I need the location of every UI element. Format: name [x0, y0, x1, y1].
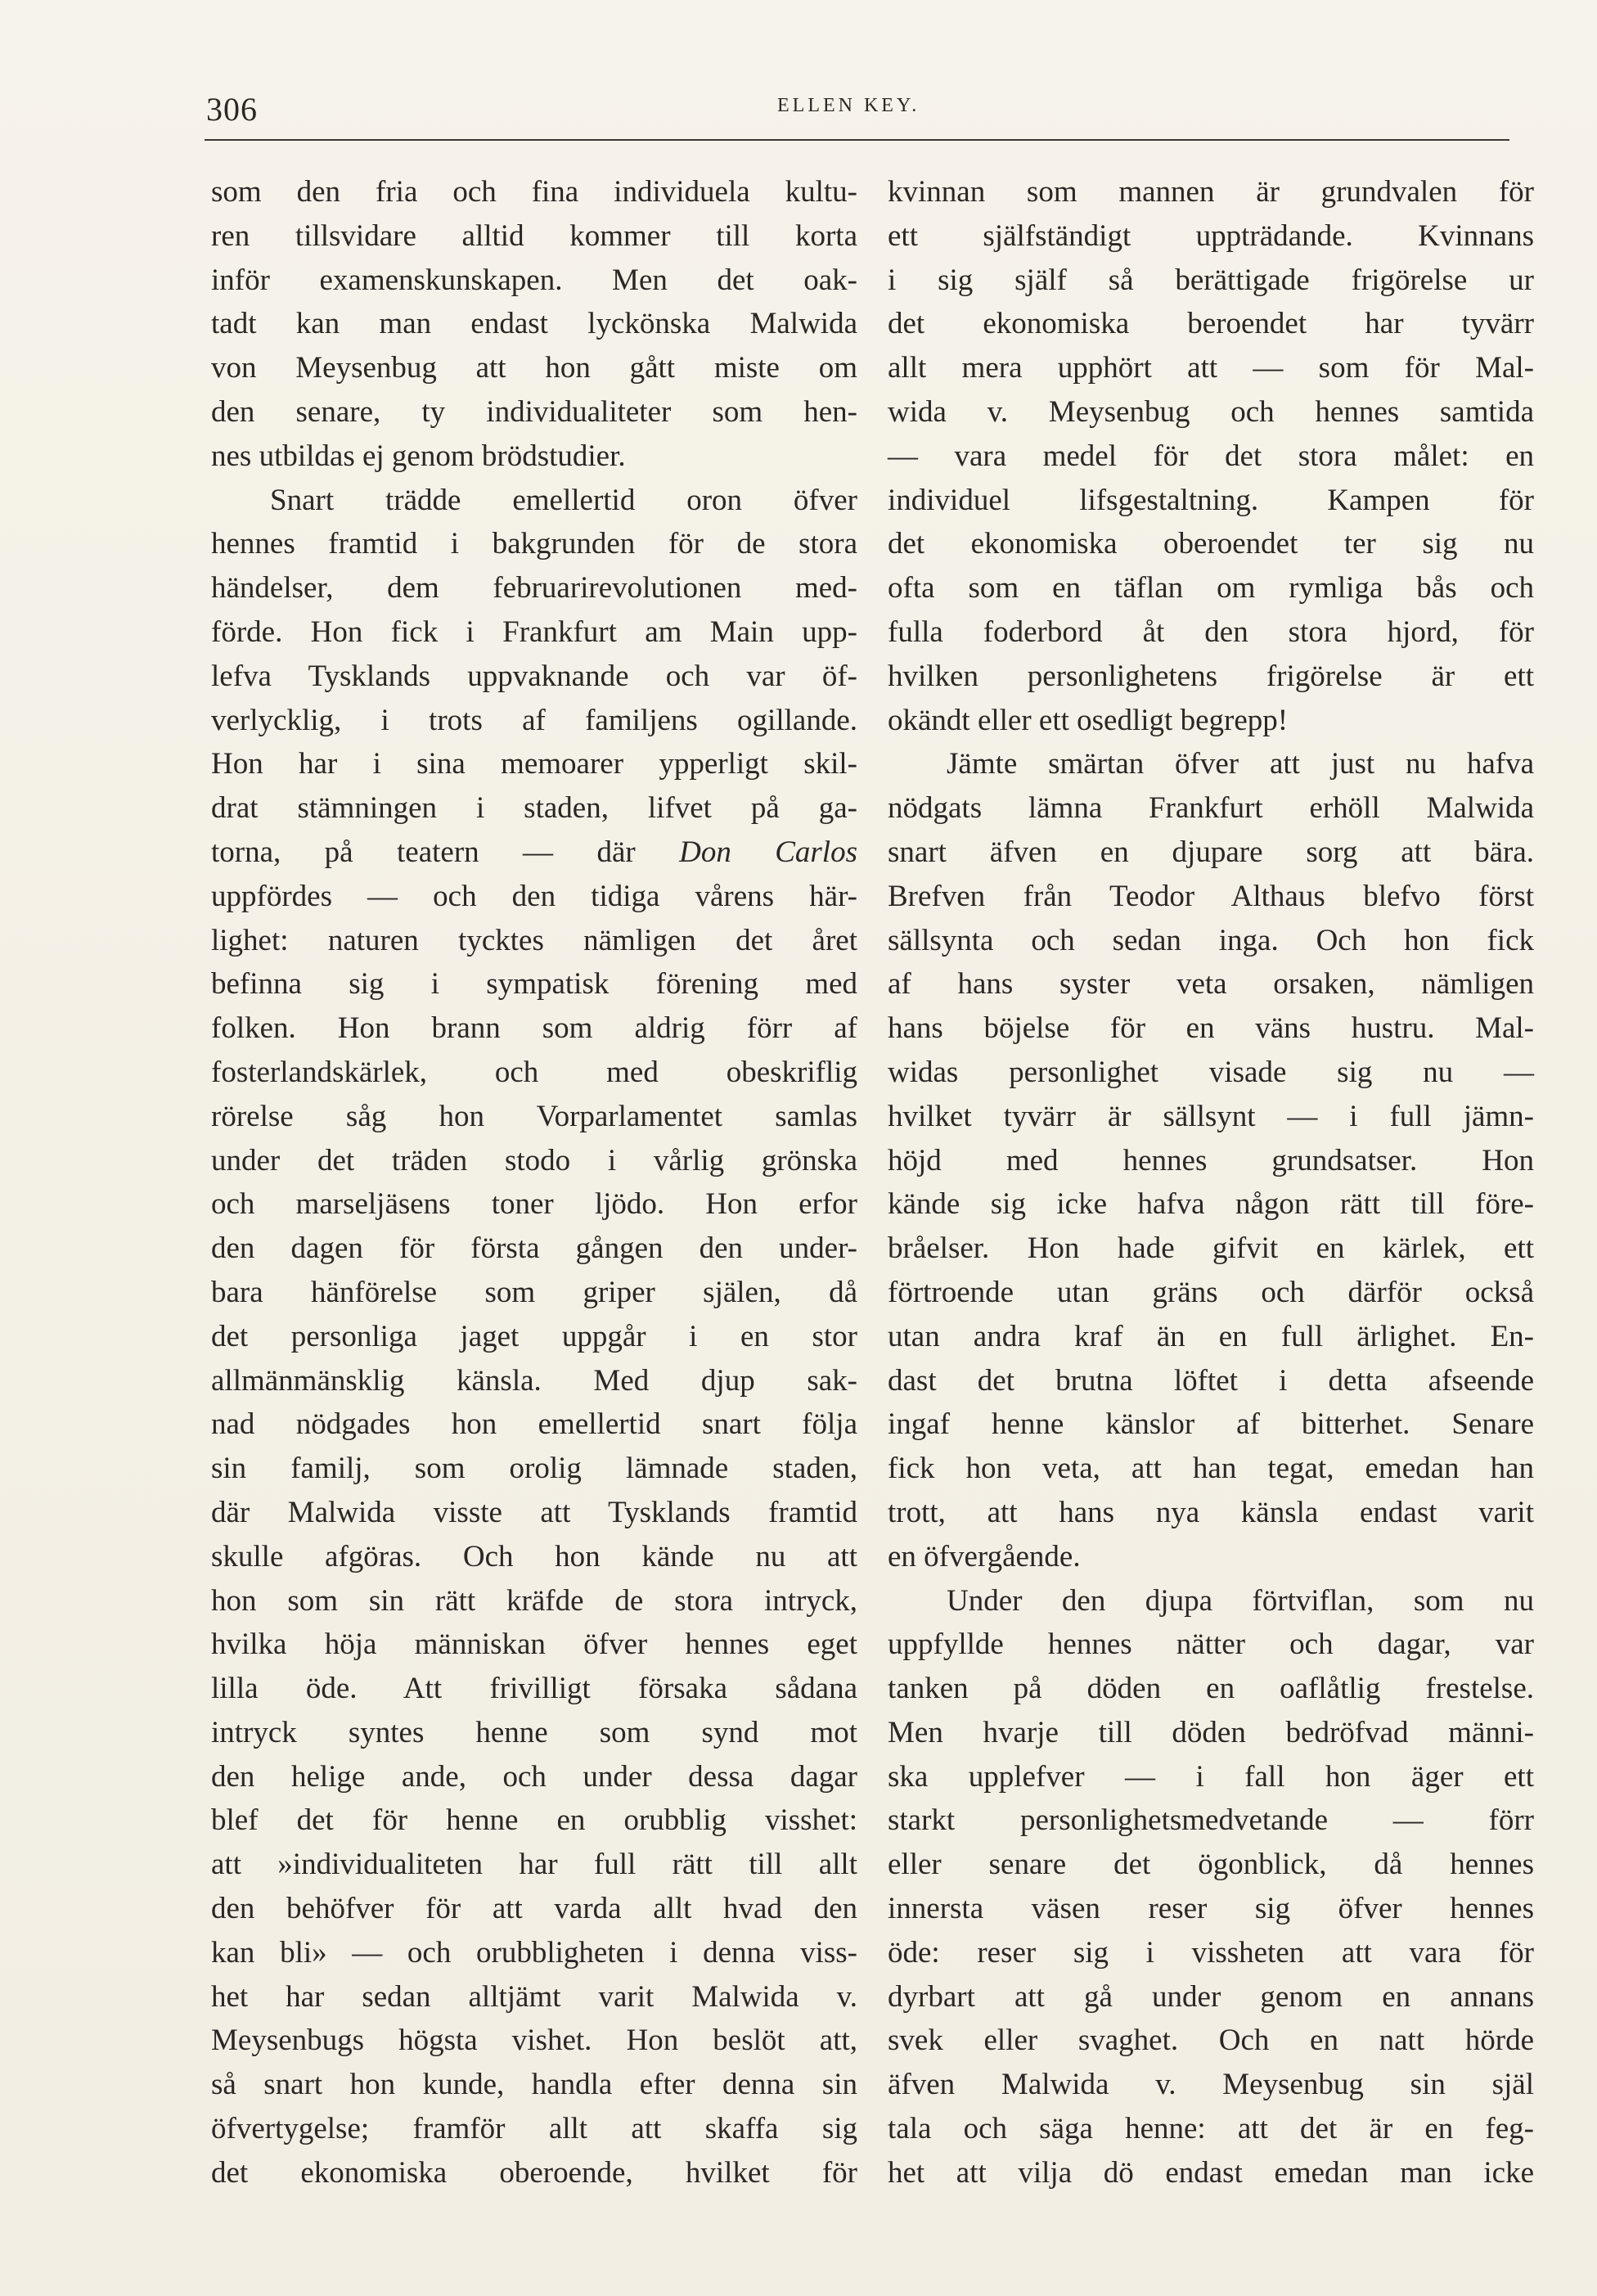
text-line: allt mera upphört att — som för Mal- — [888, 351, 1534, 385]
text-line: händelser, dem februarirevolutionen med- — [211, 571, 857, 606]
text-line: Snart trädde emellertid oron öfver — [270, 483, 857, 517]
text-line: individuel lifsgestaltning. Kampen för — [888, 483, 1534, 517]
italic-title: Don Carlos — [679, 835, 857, 869]
text-line: öde: reser sig i vissheten att vara för — [888, 1935, 1534, 1970]
text-line: okändt eller ett osedligt begrepp! — [888, 703, 1289, 737]
text-line: dyrbart att gå under genom en annans — [888, 1979, 1534, 2014]
running-head: ELLEN KEY. — [777, 95, 920, 116]
header-rule — [205, 139, 1509, 141]
text-line: lighet: naturen tycktes nämligen det året — [211, 923, 857, 957]
text-line: nad nödgades hon emellertid snart följa — [211, 1407, 857, 1442]
text-line: hvilken personlighetens frigörelse är ett — [888, 659, 1534, 693]
text-line: höjd med hennes grundsatser. Hon — [888, 1143, 1534, 1177]
text-line — [211, 831, 857, 875]
text-line: widas personlighet visade sig nu — — [888, 1055, 1534, 1089]
text-line: som den fria och fina individuela kultu- — [211, 175, 857, 209]
text-line: kände sig icke hafva någon rätt till före- — [888, 1187, 1534, 1222]
text-line: den dagen för första gången den under- — [211, 1231, 857, 1266]
text-line: en öfvergående. — [888, 1539, 1081, 1573]
text-line: rörelse såg hon Vorparlamentet samlas — [211, 1099, 857, 1133]
text-line: eller senare det ögonblick, då hennes — [888, 1848, 1534, 1882]
text-line: och marseljäsens toner ljödo. Hon erfor — [211, 1187, 857, 1222]
text-line: Men hvarje till döden bedröfvad männi- — [888, 1715, 1534, 1749]
text-line: ren tillsvidare alltid kommer till korta — [211, 218, 857, 253]
text-line: het har sedan alltjämt varit Malwida v. — [211, 1979, 857, 2014]
text-line: lilla öde. Att frivilligt försaka sådana — [211, 1672, 857, 1706]
text-line: Under den djupa förtviflan, som nu — [947, 1583, 1534, 1618]
text-line: kan bli» — och orubbligheten i denna viss- — [211, 1935, 857, 1970]
text-line: uppfyllde hennes nätter och dagar, var — [888, 1627, 1534, 1662]
text-line: det personliga jaget uppgår i en stor — [211, 1319, 857, 1353]
text-line: af hans syster veta orsaken, nämligen — [888, 967, 1534, 1002]
text-line: under det träden stodo i vårlig grönska — [211, 1143, 857, 1177]
text-line: den senare, ty individualiteter som hen- — [211, 394, 857, 429]
left-column — [211, 170, 857, 2195]
text-line: bråelser. Hon hade gifvit en kärlek, ett — [888, 1231, 1534, 1266]
text-line: uppfördes — och den tidiga vårens här- — [211, 879, 857, 913]
text-line: det ekonomiska beroendet har tyvärr — [888, 307, 1534, 341]
text-line: skulle afgöras. Och hon kände nu att — [211, 1539, 857, 1573]
text-line: hans böjelse för en väns hustru. Mal- — [888, 1011, 1534, 1046]
text-line: hon som sin rätt kräfde de stora intryck, — [211, 1583, 857, 1618]
text-line: äfven Malwida v. Meysenbug sin själ — [888, 2068, 1534, 2102]
text-line: allmänmänsklig känsla. Med djup sak- — [211, 1363, 857, 1398]
text-line: — vara medel för det stora målet: en — [888, 439, 1534, 473]
text-line: fick hon veta, att han tegat, emedan han — [888, 1452, 1534, 1486]
page-number: 306 — [206, 91, 258, 128]
text-line: det ekonomiska oberoendet ter sig nu — [888, 527, 1534, 561]
text-line: Hon har i sina memoarer ypperligt skil- — [211, 747, 857, 781]
text-line: nes utbildas ej genom brödstudier. — [211, 439, 626, 473]
text-line: nödgats lämna Frankfurt erhöll Malwida — [888, 791, 1534, 826]
text-line: folken. Hon brann som aldrig förr af — [211, 1011, 857, 1046]
text-line: förtroende utan gräns och därför också — [888, 1275, 1534, 1309]
text-line: drat stämningen i staden, lifvet på ga- — [211, 791, 857, 826]
text-line: starkt personlighetsmedvetande — förr — [888, 1803, 1534, 1838]
text-line: snart äfven en djupare sorg att bära. — [888, 835, 1534, 869]
text-line: tanken på döden en oaflåtlig frestelse. — [888, 1672, 1534, 1706]
text-line-start: torna, på teatern — där — [211, 835, 636, 869]
text-line: sin familj, som orolig lämnade staden, — [211, 1452, 857, 1486]
text-line: sällsynta och sedan inga. Och hon fick — [888, 923, 1534, 957]
text-line: trott, att hans nya känsla endast varit — [888, 1495, 1534, 1529]
text-line: i sig själf så berättigade frigörelse ur — [888, 263, 1534, 297]
text-line: hvilka höja människan öfver hennes eget — [211, 1627, 857, 1662]
text-line: von Meysenbug att hon gått miste om — [211, 351, 857, 385]
text-line: kvinnan som mannen är grundvalen för — [888, 175, 1534, 209]
text-line: tala och säga henne: att det är en feg- — [888, 2112, 1534, 2146]
text-line: blef det för henne en orubblig visshet: — [211, 1803, 857, 1838]
text-line: så snart hon kunde, handla efter denna sin — [211, 2068, 857, 2102]
text-line: lefva Tysklands uppvaknande och var öf- — [211, 659, 857, 693]
text-line: Meysenbugs högsta vishet. Hon beslöt att, — [211, 2024, 857, 2058]
text-line: befinna sig i sympatisk förening med — [211, 967, 857, 1002]
text-line: utan andra kraf än en full ärlighet. En- — [888, 1319, 1534, 1353]
text-line: Jämte smärtan öfver att just nu hafva — [947, 747, 1534, 781]
text-line: den behöfver för att varda allt hvad den — [211, 1892, 857, 1926]
text-line: att »individualiteten har full rätt till allt — [211, 1848, 857, 1882]
text-line: ingaf henne känslor af bitterhet. Senare — [888, 1407, 1534, 1442]
text-line: fulla foderbord åt den stora hjord, för — [888, 615, 1534, 649]
text-line: svek eller svaghet. Och en natt hörde — [888, 2024, 1534, 2058]
text-line: förde. Hon fick i Frankfurt am Main upp- — [211, 615, 857, 649]
text-line: verlycklig, i trots af familjens ogillande. — [211, 703, 857, 737]
text-line: hvilket tyvärr är sällsynt — i full jämn- — [888, 1099, 1534, 1133]
text-line: öfvertygelse; framför allt att skaffa sig — [211, 2112, 857, 2146]
text-line: det ekonomiska oberoende, hvilket för — [211, 2155, 857, 2190]
text-line: het att vilja dö endast emedan man icke — [888, 2155, 1534, 2190]
text-line: inför examenskunskapen. Men det oak- — [211, 263, 857, 297]
text-line: ofta som en täflan om rymliga bås och — [888, 571, 1534, 606]
right-column — [888, 170, 1534, 2195]
text-line: ett själfständigt uppträdande. Kvinnans — [888, 218, 1534, 253]
text-line: där Malwida visste att Tysklands framtid — [211, 1495, 857, 1529]
text-line: tadt kan man endast lyckönska Malwida — [211, 307, 857, 341]
text-line: fosterlandskärlek, och med obeskriflig — [211, 1055, 857, 1089]
text-line: dast det brutna löftet i detta afseende — [888, 1363, 1534, 1398]
text-line: innersta väsen reser sig öfver hennes — [888, 1892, 1534, 1926]
text-line: wida v. Meysenbug och hennes samtida — [888, 394, 1534, 429]
text-line: bara hänförelse som griper själen, då — [211, 1275, 857, 1309]
text-line: ska upplefver — i fall hon äger ett — [888, 1759, 1534, 1794]
text-line: hennes framtid i bakgrunden för de stora — [211, 527, 857, 561]
text-line: intryck syntes henne som synd mot — [211, 1715, 857, 1749]
text-line: Brefven från Teodor Althaus blefvo först — [888, 879, 1534, 913]
text-line: den helige ande, och under dessa dagar — [211, 1759, 857, 1794]
